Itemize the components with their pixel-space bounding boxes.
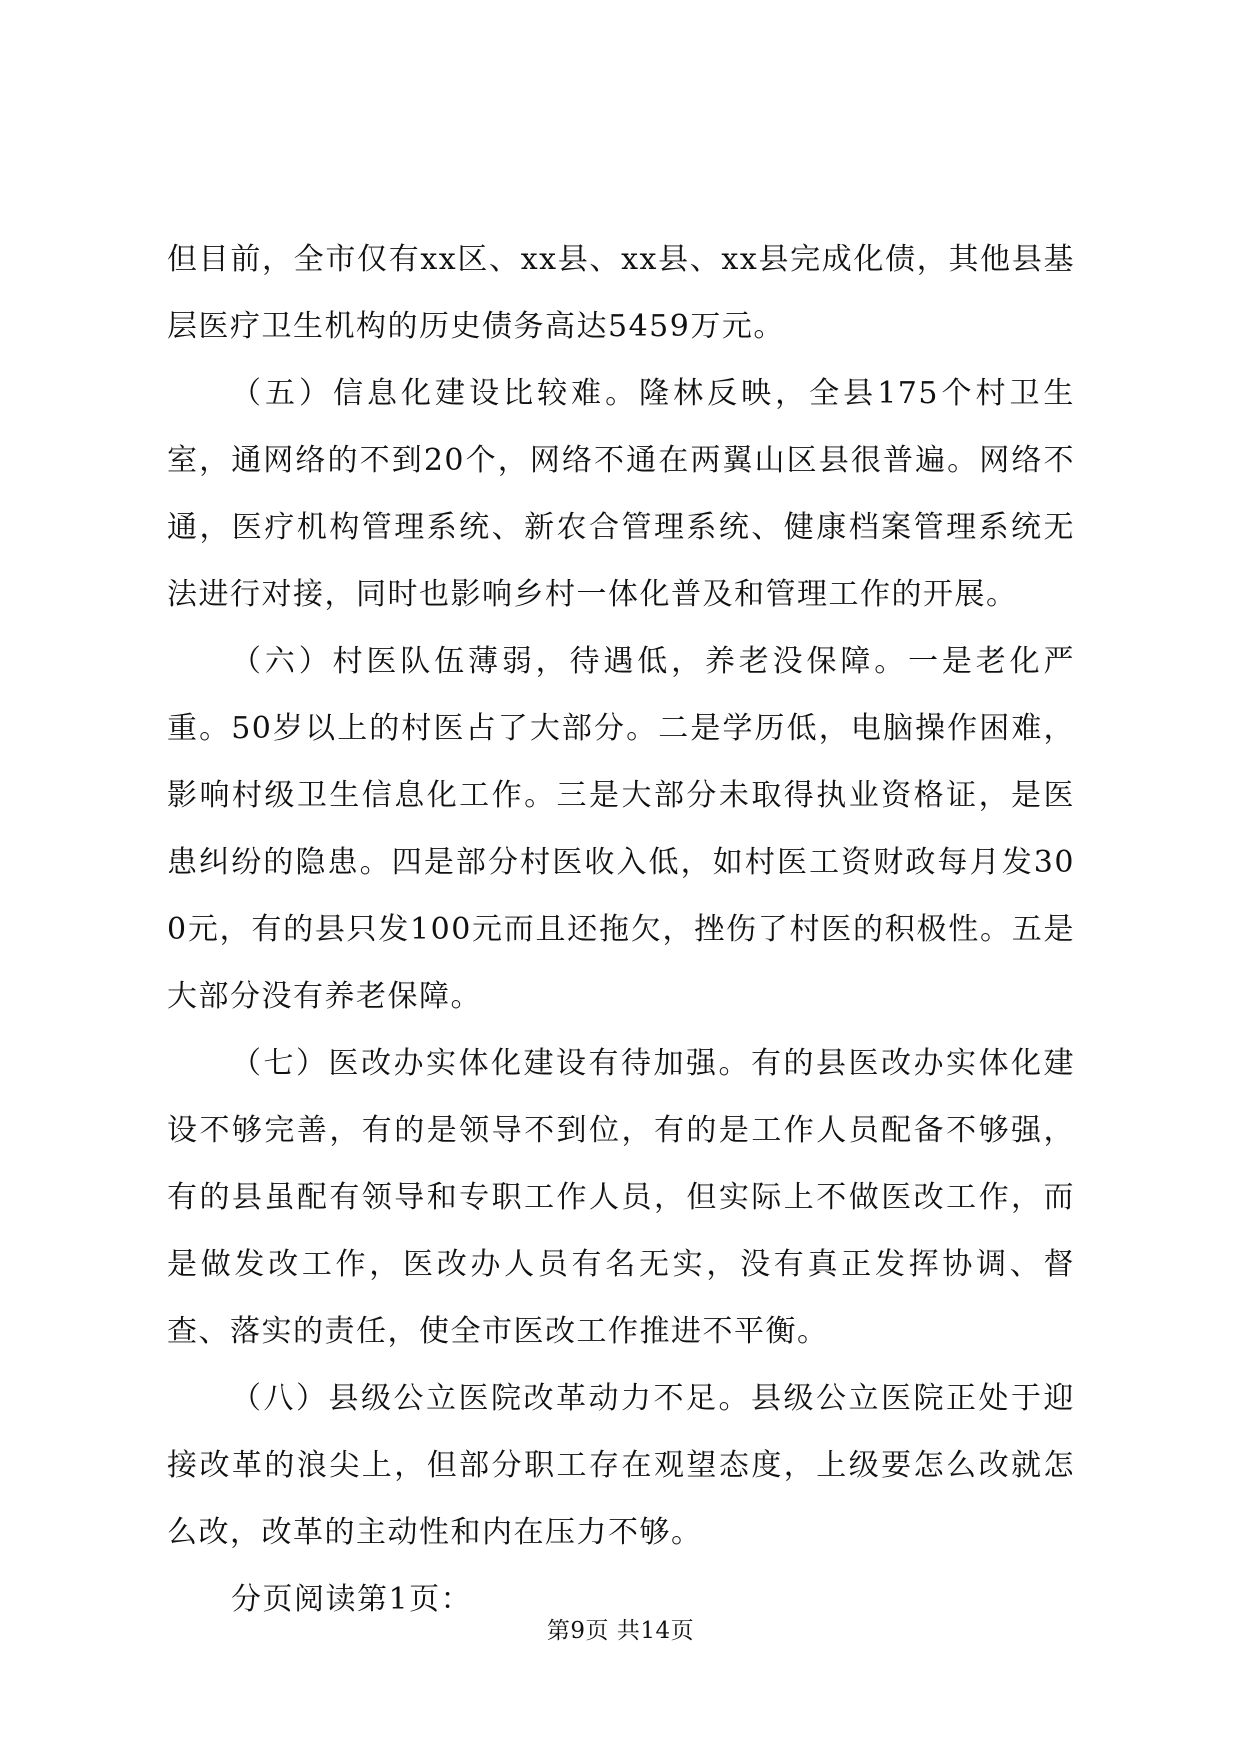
document-body <box>167 226 1075 1633</box>
paragraph-debt: 但目前，全市仅有xx区、xx县、xx县、xx县完成化债，其他县基层医疗卫生机构的历史债务高达5459万元。 <box>167 242 1075 344</box>
page-footer: 第9页 共14页 <box>546 1618 695 1644</box>
paragraph-informatization: （五）信息化建设比较难。隆林反映，全县175个村卫生室，通网络的不到20个，网络不通在两翼山区县很普遍。网络不通，医疗机构管理系统、新农合管理系统、健康档案管理系统无法进行对接，同时也影响乡村一体化普及和管理工作的开展。 <box>167 376 1075 612</box>
paragraph-village-doctors: （六）村医队伍薄弱，待遇低，养老没保障。一是老化严重。50岁以上的村医占了大部分。二是学历低，电脑操作困难，影响村级卫生信息化工作。三是大部分未取得执业资格证，是医患纠纷的隐患。四是部分村医收入低，如村医工资财政每月发300元，有的县只发100元而且还拖欠，挫伤了村医的积极性。五是大部分没有养老保障。 <box>167 644 1075 1014</box>
paragraph-reform-office: （七）医改办实体化建设有待加强。有的县医改办实体化建设不够完善，有的是领导不到位，有的是工作人员配备不够强，有的县虽配有领导和专职工作人员，但实际上不做医改工作，而是做发改工作，医改办人员有名无实，没有真正发挥协调、督查、落实的责任，使全市医改工作推进不平衡。 <box>167 1046 1075 1349</box>
paragraph-page-reading: 分页阅读第1页： <box>231 1582 473 1617</box>
paragraph-public-hospital: （八）县级公立医院改革动力不足。县级公立医院正处于迎接改革的浪尖上，但部分职工存在观望态度，上级要怎么改就怎么改，改革的主动性和内在压力不够。 <box>167 1381 1075 1550</box>
